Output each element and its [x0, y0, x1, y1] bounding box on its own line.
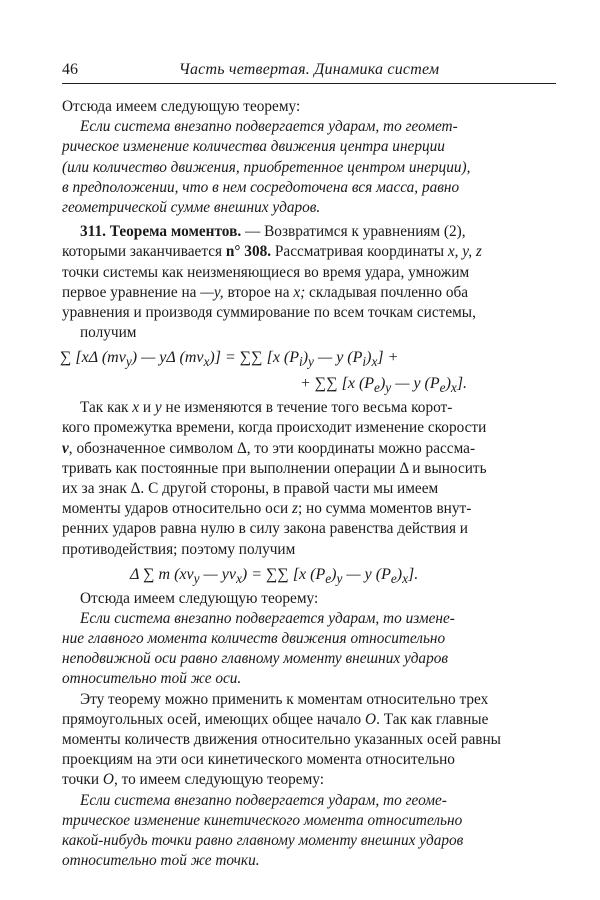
formula-part: ∑ [xΔ (mv: [60, 349, 126, 367]
text-span: , обозначенное символом Δ, то эти координаты можно рассма-: [68, 439, 476, 457]
text-line: Отсюда имеем следующую теорему:: [62, 98, 301, 115]
formula-part: )] = ∑∑ [x (P: [209, 349, 300, 367]
formula-part: + ∑∑ [x (P: [300, 375, 375, 393]
text-span: точки: [62, 771, 103, 789]
formula-sub: y: [385, 380, 392, 396]
section-title: 311. Теорема моментов.: [80, 223, 242, 241]
text-line: кого промежутка времени, когда происходит изменение скорости: [62, 419, 487, 437]
math-term: —y,: [200, 283, 224, 301]
text-span: второе на: [223, 283, 294, 301]
theorem-line: геометрической сумме внешних ударов.: [62, 199, 321, 216]
text-line: [62, 498, 471, 520]
formula-part: ): [396, 565, 403, 583]
text-line: точки системы как неизменяющиеся во время удара, умножим: [62, 263, 470, 281]
text-line: [62, 769, 324, 791]
formula-part: ) — yΔ (mv: [131, 349, 204, 367]
theorem-line: неподвижной оси равно главному моменту внешних ударов: [62, 650, 449, 668]
text-span: Так как: [80, 399, 133, 417]
math-term: y: [154, 399, 162, 417]
formula-sub: e: [439, 380, 446, 396]
text-span: Рассматривая координаты: [271, 243, 448, 261]
formula-part: — y (P: [391, 375, 440, 393]
text-span: — Возвратимся к уравнениям (2),: [241, 223, 466, 241]
theorem-line: Если система внезапно подвергается ударам, то геомет-: [80, 118, 458, 136]
section-reference: n° 308.: [225, 243, 272, 261]
formula-sub: e: [374, 380, 380, 396]
formula-sub: y: [193, 570, 200, 586]
text-line: моменты количеств движения относительно указанных осей равны: [62, 731, 501, 748]
formula-sub: x: [371, 354, 378, 370]
formula-part: — yv: [199, 565, 236, 583]
text-line: их за знак Δ. С другой стороны, в правой части мы имеем: [62, 480, 439, 497]
theorem-line: трическое изменение кинетического момента относительно: [62, 811, 463, 829]
text-span: и: [139, 399, 155, 417]
text-line: Отсюда имеем следующую теорему:: [80, 589, 319, 607]
math-variables: x, y, z: [447, 243, 482, 261]
text-line: тривать как постоянные при выполнении операции Δ и выносить: [62, 459, 487, 477]
text-span: , то имеем следующую теорему:: [113, 771, 324, 789]
math-term: O: [102, 771, 114, 789]
theorem-line: относительно той же оси.: [62, 670, 242, 688]
formula-part: ].: [456, 375, 468, 393]
text-line: уравнения и производя суммирование по всем точкам системы,: [62, 304, 476, 321]
formula-line-2: [300, 371, 467, 397]
formula-part: ) = ∑∑ [x (P: [241, 565, 326, 583]
text-line: [62, 282, 468, 304]
formula-sub: i: [362, 354, 367, 370]
formula-sub: y: [336, 570, 343, 586]
math-term: x: [132, 399, 140, 417]
formula-part: Δ ∑ m (xv: [130, 565, 194, 583]
formula-part: ): [379, 375, 386, 393]
theorem-line: (или количество движения, приобретенное центром инерции),: [62, 158, 471, 176]
theorem-line: в предположении, что в нем сосредоточена вся масса, равно: [62, 178, 460, 196]
text-line: противодействия; поэтому получим: [62, 540, 296, 558]
page-number: 46: [62, 61, 78, 78]
text-span: . Так как главные: [376, 710, 489, 728]
formula-sub: y: [308, 354, 314, 370]
formula-sub: x: [402, 570, 409, 586]
text-span: ; но сумма моментов внут-: [297, 500, 472, 518]
theorem-line: рическое изменение количества движения центра инерции: [62, 138, 445, 156]
text-span: первое уравнение на: [62, 283, 201, 301]
formula-part: ): [331, 565, 337, 583]
text-span: моменты ударов относительно оси: [62, 500, 292, 518]
formula-part: ): [366, 349, 372, 367]
section-first-line: [80, 221, 466, 243]
theorem-line: Если система внезапно подвергается ударам, то измене-: [80, 609, 455, 627]
text-line: [62, 438, 475, 460]
theorem-line: ние главного момента количеств движения относительно: [62, 630, 446, 647]
text-line: проекциям на эти оси кинетического момента относительно: [62, 751, 455, 769]
text-line: Эту теорему можно применить к моментам относительно трех: [80, 690, 489, 708]
text-span: прямоугольных осей, имеющих общее начало: [62, 710, 366, 728]
text-span: складывая почленно оба: [305, 283, 469, 301]
formula-sub: i: [299, 354, 303, 370]
formula-sub: y: [125, 354, 132, 370]
formula-sub: x: [203, 354, 210, 370]
formula-part: ): [302, 349, 309, 367]
formula-part: ].: [408, 565, 419, 583]
formula-part: — y (P: [313, 349, 363, 367]
theorem-line: какой-нибудь точки равно главному моменту внешних ударов: [62, 832, 464, 849]
math-term: z: [291, 500, 298, 518]
text-line: получим: [80, 324, 137, 342]
text-line: ренних ударов равна нулю в силу закона равенства действия и: [62, 520, 468, 538]
math-term: x;: [293, 283, 306, 301]
theorem-line: относительно той же точки.: [62, 852, 260, 870]
text-span: которыми заканчивается: [62, 243, 226, 261]
formula-part: ): [445, 375, 451, 393]
formula-line-1: [60, 345, 398, 371]
text-span: не изменяются в течение того весьма корот-: [161, 399, 453, 417]
text-line: [62, 709, 488, 731]
running-title: Часть четвертая. Динамика систем: [178, 61, 440, 78]
running-header: [62, 61, 556, 84]
formula-part: — y (P: [342, 565, 391, 583]
text-line: [80, 397, 452, 419]
theorem-line: Если система внезапно подвергается ударам, то геоме-: [80, 791, 447, 809]
formula-part: ] +: [377, 349, 399, 367]
text-line: [62, 241, 482, 263]
formula-sub: e: [325, 570, 332, 586]
math-term: v: [62, 439, 69, 457]
formula-sub: e: [390, 570, 397, 586]
formula-sub: x: [235, 570, 242, 586]
math-term: O: [365, 710, 377, 728]
formula-2: [130, 562, 418, 588]
formula-sub: x: [450, 380, 457, 396]
